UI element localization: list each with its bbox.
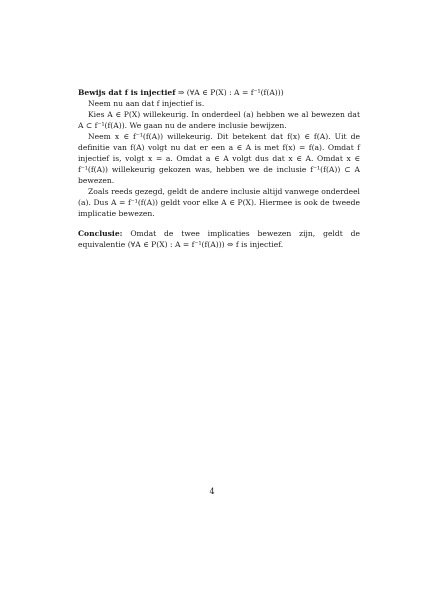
proof-heading-title: Bewijs dat f is injectief <box>78 88 176 97</box>
conclusion-label: Conclusie: <box>78 229 123 238</box>
section-gap <box>78 219 360 228</box>
page-number: 4 <box>209 487 215 496</box>
proof-paragraph-2: Kies A ∈ P(X) willekeurig. In onderdeel (a) hebben we al bewezen dat A ⊂ f⁻¹(f(A)). We gaan nu de andere inclusie bewijzen. <box>78 110 360 130</box>
proof-paragraph-3: Neem x ∈ f⁻¹(f(A)) willekeurig. Dit betekent dat f(x) ∈ f(A). Uit de definitie van f(A) volgt nu dat er een a ∈ A is met f(x) = f(a). Omdat f injectief is, volgt x = a. Omdat a ∈ A volgt dus dat x ∈ A. Omdat x ∈ f⁻¹(f(A)) willekeurig gekozen was, hebben we de inclusie f⁻¹(f(A)) ⊂ A bewezen. <box>78 132 360 185</box>
conclusion-text: Omdat de twee implicaties bewezen zijn, geldt de equivalentie (∀A ∈ P(X) : A = f⁻¹(f(A))) ⇔ f is injectief. <box>78 229 360 249</box>
conclusion-paragraph <box>78 228 360 250</box>
proof-paragraph-1: Neem nu aan dat f injectief is. <box>88 99 205 108</box>
proof-paragraph-4: Zoals reeds gezegd, geldt de andere inclusie altijd vanwege onderdeel (a). Dus A = f⁻¹(f(A)) geldt voor elke A ∈ P(X). Hiermee is ook de tweede implicatie bewezen. <box>78 187 360 218</box>
proof-heading-statement: ⇒ (∀A ∈ P(X) : A = f⁻¹(f(A))) <box>175 88 284 97</box>
proof-heading <box>78 87 360 98</box>
document-body <box>78 87 360 250</box>
